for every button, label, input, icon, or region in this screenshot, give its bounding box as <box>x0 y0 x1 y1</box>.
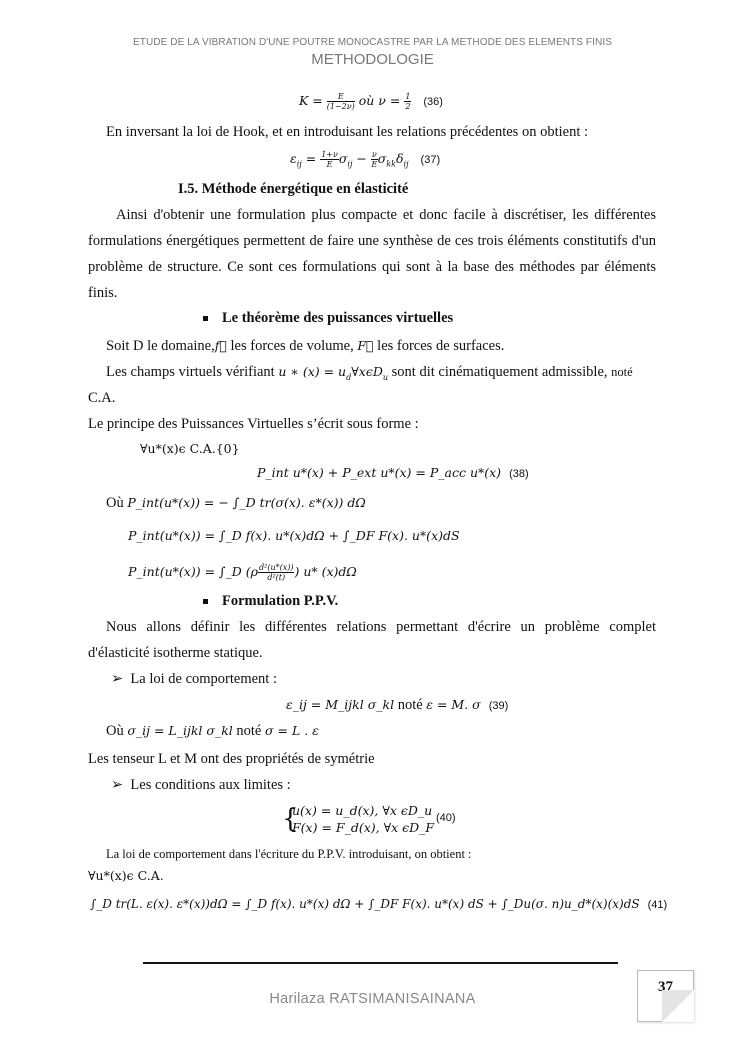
paragraph-hook: En inversant la loi de Hook, et en introduisant les relations précédentes on obtient : <box>106 124 588 140</box>
equation-36: K = $\frac{E}{(1-2\nu)}$ où ν = $\frac{1}{2}$ (36) <box>299 92 443 111</box>
footer-rule <box>143 962 618 964</box>
footer-author: Harilaza RATSIMANISAINANA <box>269 991 476 1007</box>
equation-pint-2: P_int(u*(x)) = ∫_D f(x). u*(x)dΩ + ∫_DF F(x). u*(x)dS <box>128 528 460 543</box>
forall-ca: ∀u*(x)ϵ C.A. <box>88 868 164 883</box>
paragraph-tensors: Les tenseur L et M ont des propriétés de symétrie <box>88 751 375 767</box>
bullet-ppv: Formulation P.P.V. <box>203 592 338 610</box>
page-number: 37 <box>658 979 673 995</box>
page-curl-icon <box>662 990 694 1022</box>
bullet-ptv: Le théorème des puissances virtuelles <box>203 309 453 327</box>
paragraph-domain: Soit D le domaine,f⃗ les forces de volume, F⃗ les forces de surfaces. <box>106 338 505 354</box>
paragraph-loi: La loi de comportement dans l'écriture du P.P.V. introduisant, on obtient : <box>106 847 472 861</box>
arrow-item-behaviour: ➢ La loi de comportement : <box>111 671 277 687</box>
square-bullet-icon <box>203 599 208 604</box>
equation-pint-1: Où P_int(u*(x)) = − ∫_D tr(σ(x). ε*(x)) dΩ <box>106 495 366 511</box>
equation-37: $\varepsilon_{ij}$ = $\frac{1+\nu}{E}$ $\sigma_{ij}$ − $\frac{\nu}{E}$ $\sigma_{kk}\delta_{ij}$ (37) <box>290 150 441 169</box>
arrow-bullet-icon: ➢ <box>111 671 124 687</box>
equation-number: (36) <box>423 96 443 108</box>
running-header: ETUDE DE LA VIBRATION D'UNE POUTRE MONOCASTRE PAR LA METHODE DES ELEMENTS FINIS <box>133 37 612 48</box>
forall-ca0: ∀u*(x)ϵ C.A.{0} <box>140 441 240 456</box>
page-number-box <box>637 970 694 1022</box>
equation-pint-3: P_int(u*(x)) = ∫_D (ρ $\frac{\text{d²(u*(x))}}{\text{d²(t)}}$ ) u* (x)dΩ <box>128 563 357 582</box>
square-bullet-icon <box>203 316 208 321</box>
paragraph-fields: Les champs virtuels vérifiant u ∗ $(x) = u_d\forall x\epsilon D_u$ sont dit cinématiquement admissible, noté <box>106 364 633 382</box>
section-heading-I5: I.5. Méthode énergétique en élasticité <box>178 181 409 197</box>
equation-41: ∫_D tr(L. ε(x). ε*(x))dΩ = ∫_D f(x). u*(x) dΩ + ∫_DF F(x). u*(x) dS + ∫_Du(σ. n)u_d*(x)(x)dS (41) <box>90 897 668 911</box>
paragraph-relations: Nous allons définir les différentes relations permettant d'écrire un problème complet d'élasticité isotherme statique. <box>88 619 656 661</box>
equation-38: P_int u*(x) + P_ext u*(x) = P_acc u*(x) (38) <box>257 465 529 480</box>
paragraph-principle: Le principe des Puissances Virtuelles s’écrit sous forme : <box>88 416 419 432</box>
arrow-bullet-icon: ➢ <box>111 777 124 793</box>
paragraph-fields-line2: C.A. <box>88 390 116 406</box>
arrow-item-boundary: ➢ Les conditions aux limites : <box>111 777 291 793</box>
equation-39: ε_ij = M_ijkl σ_kl noté ε = M. σ (39) <box>286 697 509 713</box>
paragraph-intro: Ainsi d'obtenir une formulation plus compacte et donc facile à discrétiser, les différentes formulations énergétiques permettent de faire une synthèse de ces trois éléments constitutifs d'un problème de structure. Ce sont ces formulations qui sont à la base des méthodes par éléments finis. <box>88 207 656 301</box>
section-header: METHODOLOGIE <box>311 51 434 68</box>
equation-sigma: Où σ_ij = L_ijkl σ_kl noté σ = L . ε <box>106 723 319 739</box>
brace: { <box>282 804 299 834</box>
